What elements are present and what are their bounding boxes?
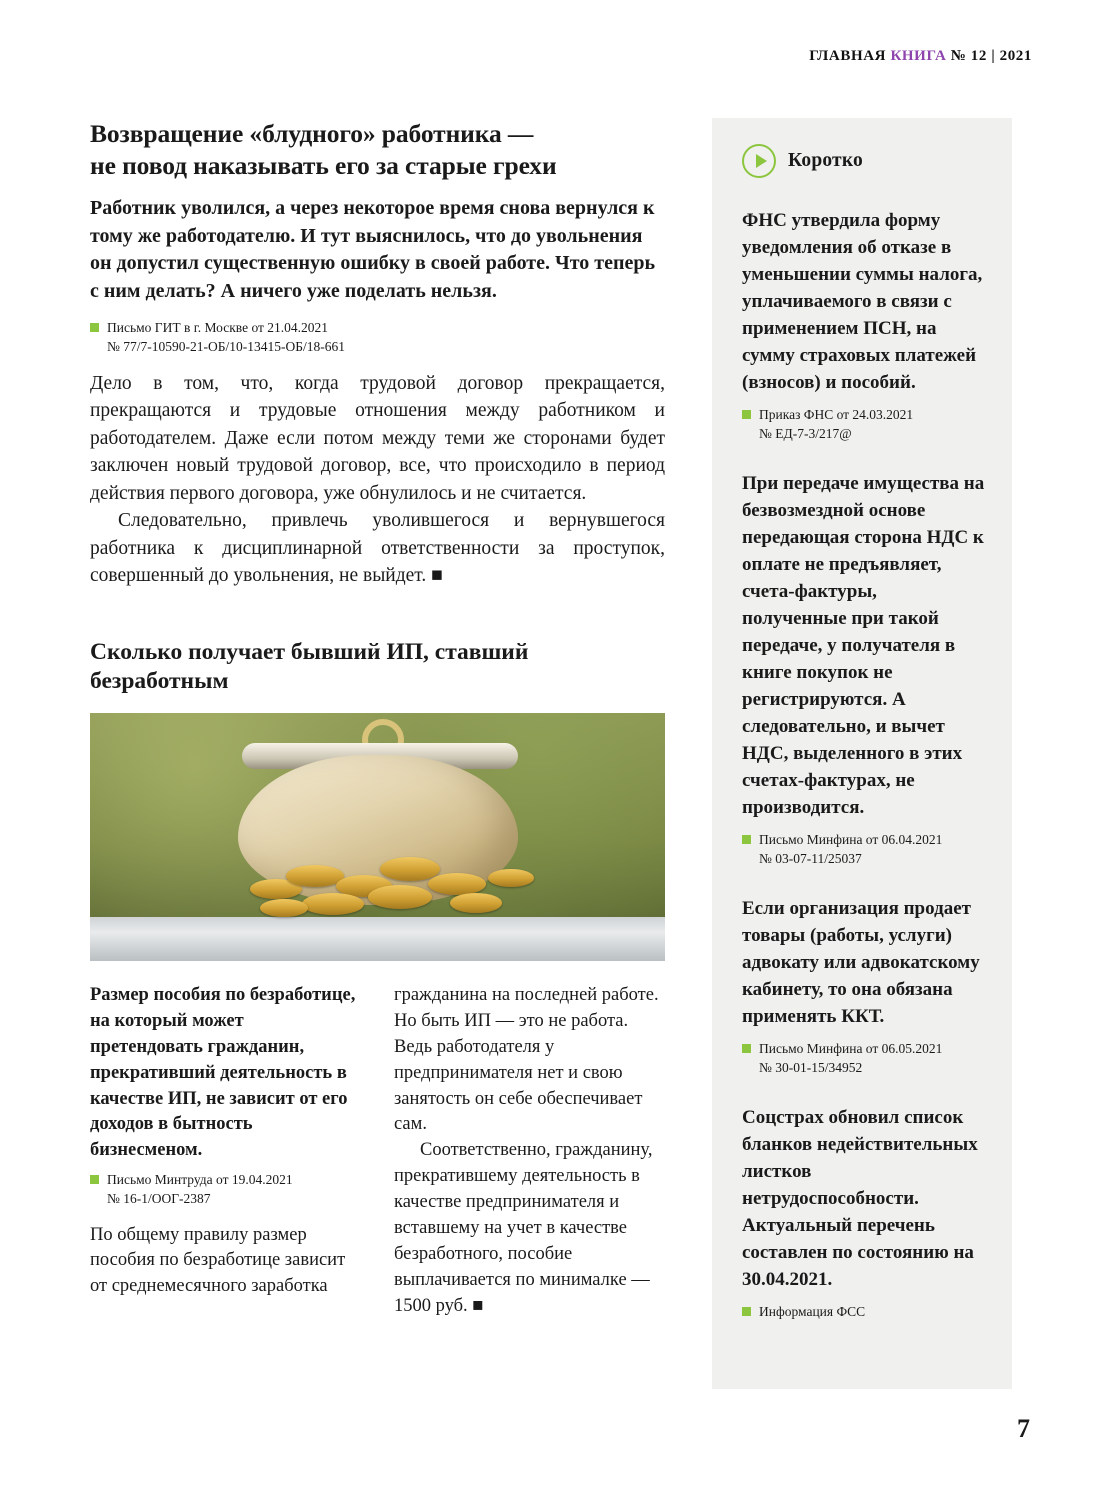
masthead-issue: № 12 | 2021 (950, 48, 1032, 64)
sidebar-item (742, 208, 986, 443)
play-circle-icon (742, 144, 776, 178)
sidebar-title: Коротко (788, 150, 863, 171)
article2-title-line1: Сколько получает бывший ИП, ставший (90, 638, 529, 665)
sidebar-item-source-line1: Письмо Минфина от 06.04.2021 (759, 831, 943, 847)
page-number: 7 (1017, 1414, 1030, 1443)
article2-lead: Размер пособия по безработице, на который может претендовать гражданин, прекративший деятельность в качестве ИП, не зависит от его доходов в бытность бизнесменом. (90, 985, 356, 1161)
bullet-square-icon (90, 1175, 99, 1184)
main-column (90, 118, 665, 1320)
article2-source-line2: № 16-1/ООГ-2387 (107, 1191, 211, 1207)
sidebar-item-source-line2: № 03-07-11/25037 (759, 850, 862, 866)
sidebar-item-text: При передаче имущества на безвозмездной основе передающая сторона НДС к оплате не предъявляет, счета-фактуры, полученные при такой передаче, у получателя в книге покупок не регистрируются. А следовательно, и вычет НДС, выделенного в этих счетах-фактурах, не производится. (742, 473, 985, 818)
sidebar-item-text: ФНС утвердила форму уведомления об отказе в уменьшении суммы налога, уплачиваемого в связи с применением ПСН, на сумму страховых платежей (взносов) и пособий. (742, 210, 983, 393)
article2-title (90, 638, 665, 697)
article2-source (90, 1170, 360, 1208)
sidebar-item-source-line1: Приказ ФНС от 24.03.2021 (759, 406, 914, 422)
article1-source-line1: Письмо ГИТ в г. Москве от 21.04.2021 (107, 319, 329, 335)
masthead-brand-part2: КНИГА (890, 48, 947, 64)
sidebar-item-source-line1: Информация ФСС (759, 1303, 866, 1319)
masthead (809, 48, 1032, 65)
sidebar-item-source-line2: № 30-01-15/34952 (759, 1060, 863, 1075)
article1-source-text (107, 318, 345, 356)
article1-title (90, 118, 665, 181)
sidebar-item (742, 896, 986, 1077)
sidebar-korotko (712, 118, 1012, 1389)
sidebar-item (742, 471, 986, 868)
sidebar-header (742, 144, 986, 178)
article2-columns (90, 983, 665, 1320)
sidebar-item-source (742, 1302, 986, 1321)
photo-table-surface (90, 917, 665, 961)
bullet-square-icon (90, 323, 99, 332)
masthead-brand-part1: ГЛАВНАЯ (809, 48, 887, 64)
article1-title-line2: не повод наказывать его за старые грехи (90, 150, 557, 180)
sidebar-item-source-line1: Письмо Минфина от 06.05.2021 (759, 1040, 943, 1056)
coin-pile (240, 851, 570, 921)
article1-lead: Работник уволился, а через некоторое время снова вернулся к тому же работодателю. И тут выяснилось, что до увольнения он допустил существенную ошибку в своей работе. Что теперь с ним делать? А ничего уже поделать нельзя. (90, 197, 656, 302)
bullet-square-icon (742, 1044, 751, 1053)
article1-title-line1: Возвращение «блудного» работника — (90, 119, 534, 148)
bullet-square-icon (742, 835, 751, 844)
article1-paragraph-2: Следовательно, привлечь уволившегося и вернувшегося работника к дисциплинарной ответственности за проступок, совершенный до увольнения, не выйдет. ■ (90, 510, 665, 587)
sidebar-item-text: Соцстрах обновил список бланков недействительных листков нетрудоспособности. Актуальный перечень составлен по состоянию на 30.04.2021. (742, 1107, 978, 1290)
article2-title-line2: безработным (90, 668, 229, 695)
sidebar-item-source-line2: № ЕД-7-3/217@ (759, 425, 852, 441)
article2-right-body-1: гражданина на последней работе. Но быть ИП — это не работа. Ведь работодателя у предпринимателя нет и свою занятость он себе обеспечивает сам. (394, 985, 659, 1135)
article2-column-right (394, 983, 664, 1320)
sidebar-item-source (742, 405, 986, 443)
sidebar-item-source (742, 830, 986, 868)
article1-source (90, 318, 665, 356)
article2-right-body-2: Соответственно, гражданину, прекратившему деятельность в качестве предпринимателя и вставшему на учет в качестве безработного, пособие выплачивается по минималке — 1500 руб. ■ (394, 1140, 653, 1316)
article2-column-left (90, 983, 360, 1320)
bullet-square-icon (742, 1307, 751, 1316)
sidebar-item (742, 1105, 986, 1321)
purse-with-coins-photo (90, 713, 665, 961)
article1-paragraph-1: Дело в том, что, когда трудовой договор прекращается, прекращаются и трудовые отношения между работником и работодателем. Даже если потом между теми же сторонами будет заключен новый трудовой договор, все, что происходило в период действия первого договора, уже обнулилось и не считается. (90, 372, 665, 504)
sidebar-item-source (742, 1039, 986, 1077)
article1-source-line2: № 77/7-10590-21-ОБ/10-13415-ОБ/18-661 (107, 338, 345, 354)
article2-left-body: По общему правилу размер пособия по безработице зависит от среднемесячного заработка (90, 1224, 346, 1297)
bullet-square-icon (742, 410, 751, 419)
article2-source-line1: Письмо Минтруда от 19.04.2021 (107, 1172, 293, 1188)
article2-source-text (107, 1170, 293, 1208)
sidebar-item-text: Если организация продает товары (работы, услуги) адвокату или адвокатскому кабинету, то она обязана применять ККТ. (742, 898, 980, 1027)
